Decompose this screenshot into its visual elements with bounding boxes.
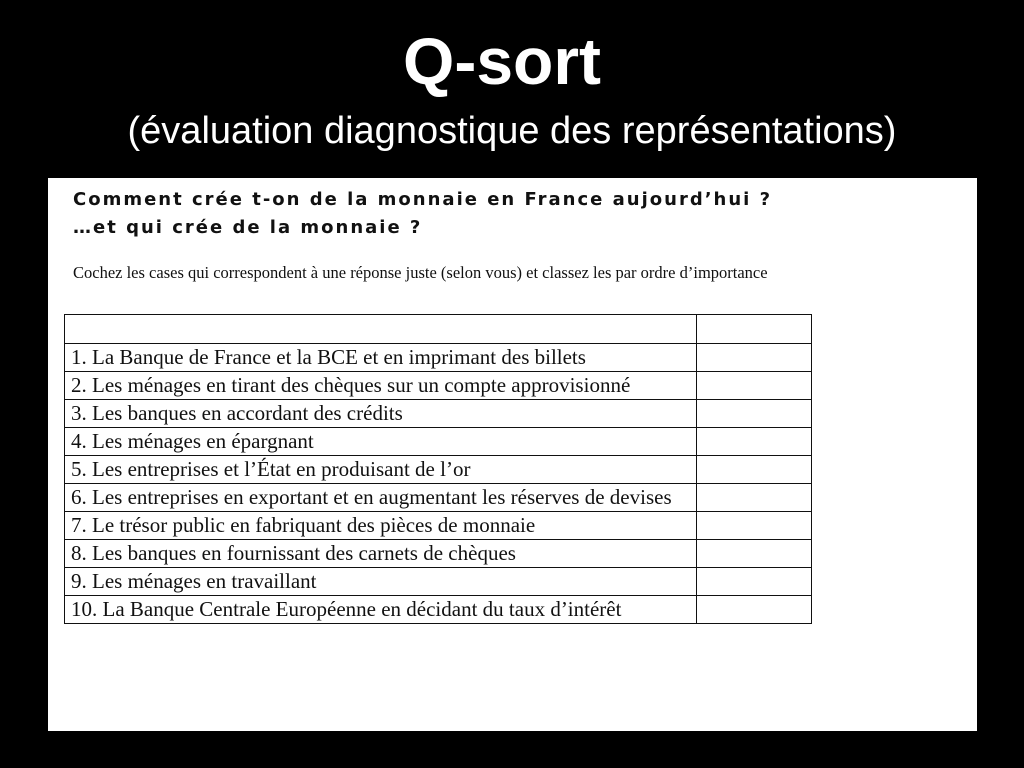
header-cell	[65, 315, 697, 344]
option-label: 2. Les ménages en tirant des chèques sur un compte approvisionné	[65, 372, 697, 400]
table-row	[65, 428, 812, 456]
option-label: 10. La Banque Centrale Européenne en décidant du taux d’intérêt	[65, 596, 697, 624]
table-row	[65, 540, 812, 568]
document-panel	[48, 178, 977, 731]
option-label: 9. Les ménages en travaillant	[65, 568, 697, 596]
table-row	[65, 484, 812, 512]
option-label: 5. Les entreprises et l’État en produisant de l’or	[65, 456, 697, 484]
option-label: 4. Les ménages en épargnant	[65, 428, 697, 456]
question-heading	[73, 186, 772, 242]
rank-box[interactable]	[697, 540, 812, 568]
question-line-2: …et qui crée de la monnaie ?	[73, 217, 423, 238]
option-label: 8. Les banques en fournissant des carnets de chèques	[65, 540, 697, 568]
table-row	[65, 456, 812, 484]
option-label: 1. La Banque de France et la BCE et en imprimant des billets	[65, 344, 697, 372]
instruction-text: Cochez les cases qui correspondent à une réponse juste (selon vous) et classez les par ordre d’importance	[73, 263, 768, 282]
option-label: 3. Les banques en accordant des crédits	[65, 400, 697, 428]
qsort-table	[64, 314, 812, 624]
table-row	[65, 512, 812, 540]
option-label: 7. Le trésor public en fabriquant des pièces de monnaie	[65, 512, 697, 540]
rank-box[interactable]	[697, 568, 812, 596]
question-line-1: Comment crée t-on de la monnaie en France aujourd’hui ?	[73, 189, 773, 210]
rank-box[interactable]	[697, 428, 812, 456]
rank-box[interactable]	[697, 484, 812, 512]
rank-box[interactable]	[697, 512, 812, 540]
table-row	[65, 344, 812, 372]
rank-box[interactable]	[697, 596, 812, 624]
slide-title: Q-sort	[403, 24, 601, 98]
table-row	[65, 568, 812, 596]
table-row	[65, 372, 812, 400]
rank-box[interactable]	[697, 372, 812, 400]
rank-box[interactable]	[697, 456, 812, 484]
table-row	[65, 400, 812, 428]
table-row	[65, 596, 812, 624]
option-label: 6. Les entreprises en exportant et en augmentant les réserves de devises	[65, 484, 697, 512]
table-header-row	[65, 315, 812, 344]
rank-box[interactable]	[697, 344, 812, 372]
slide-subtitle: (évaluation diagnostique des représentations)	[127, 110, 897, 152]
header-rank-cell	[697, 315, 812, 344]
rank-box[interactable]	[697, 400, 812, 428]
